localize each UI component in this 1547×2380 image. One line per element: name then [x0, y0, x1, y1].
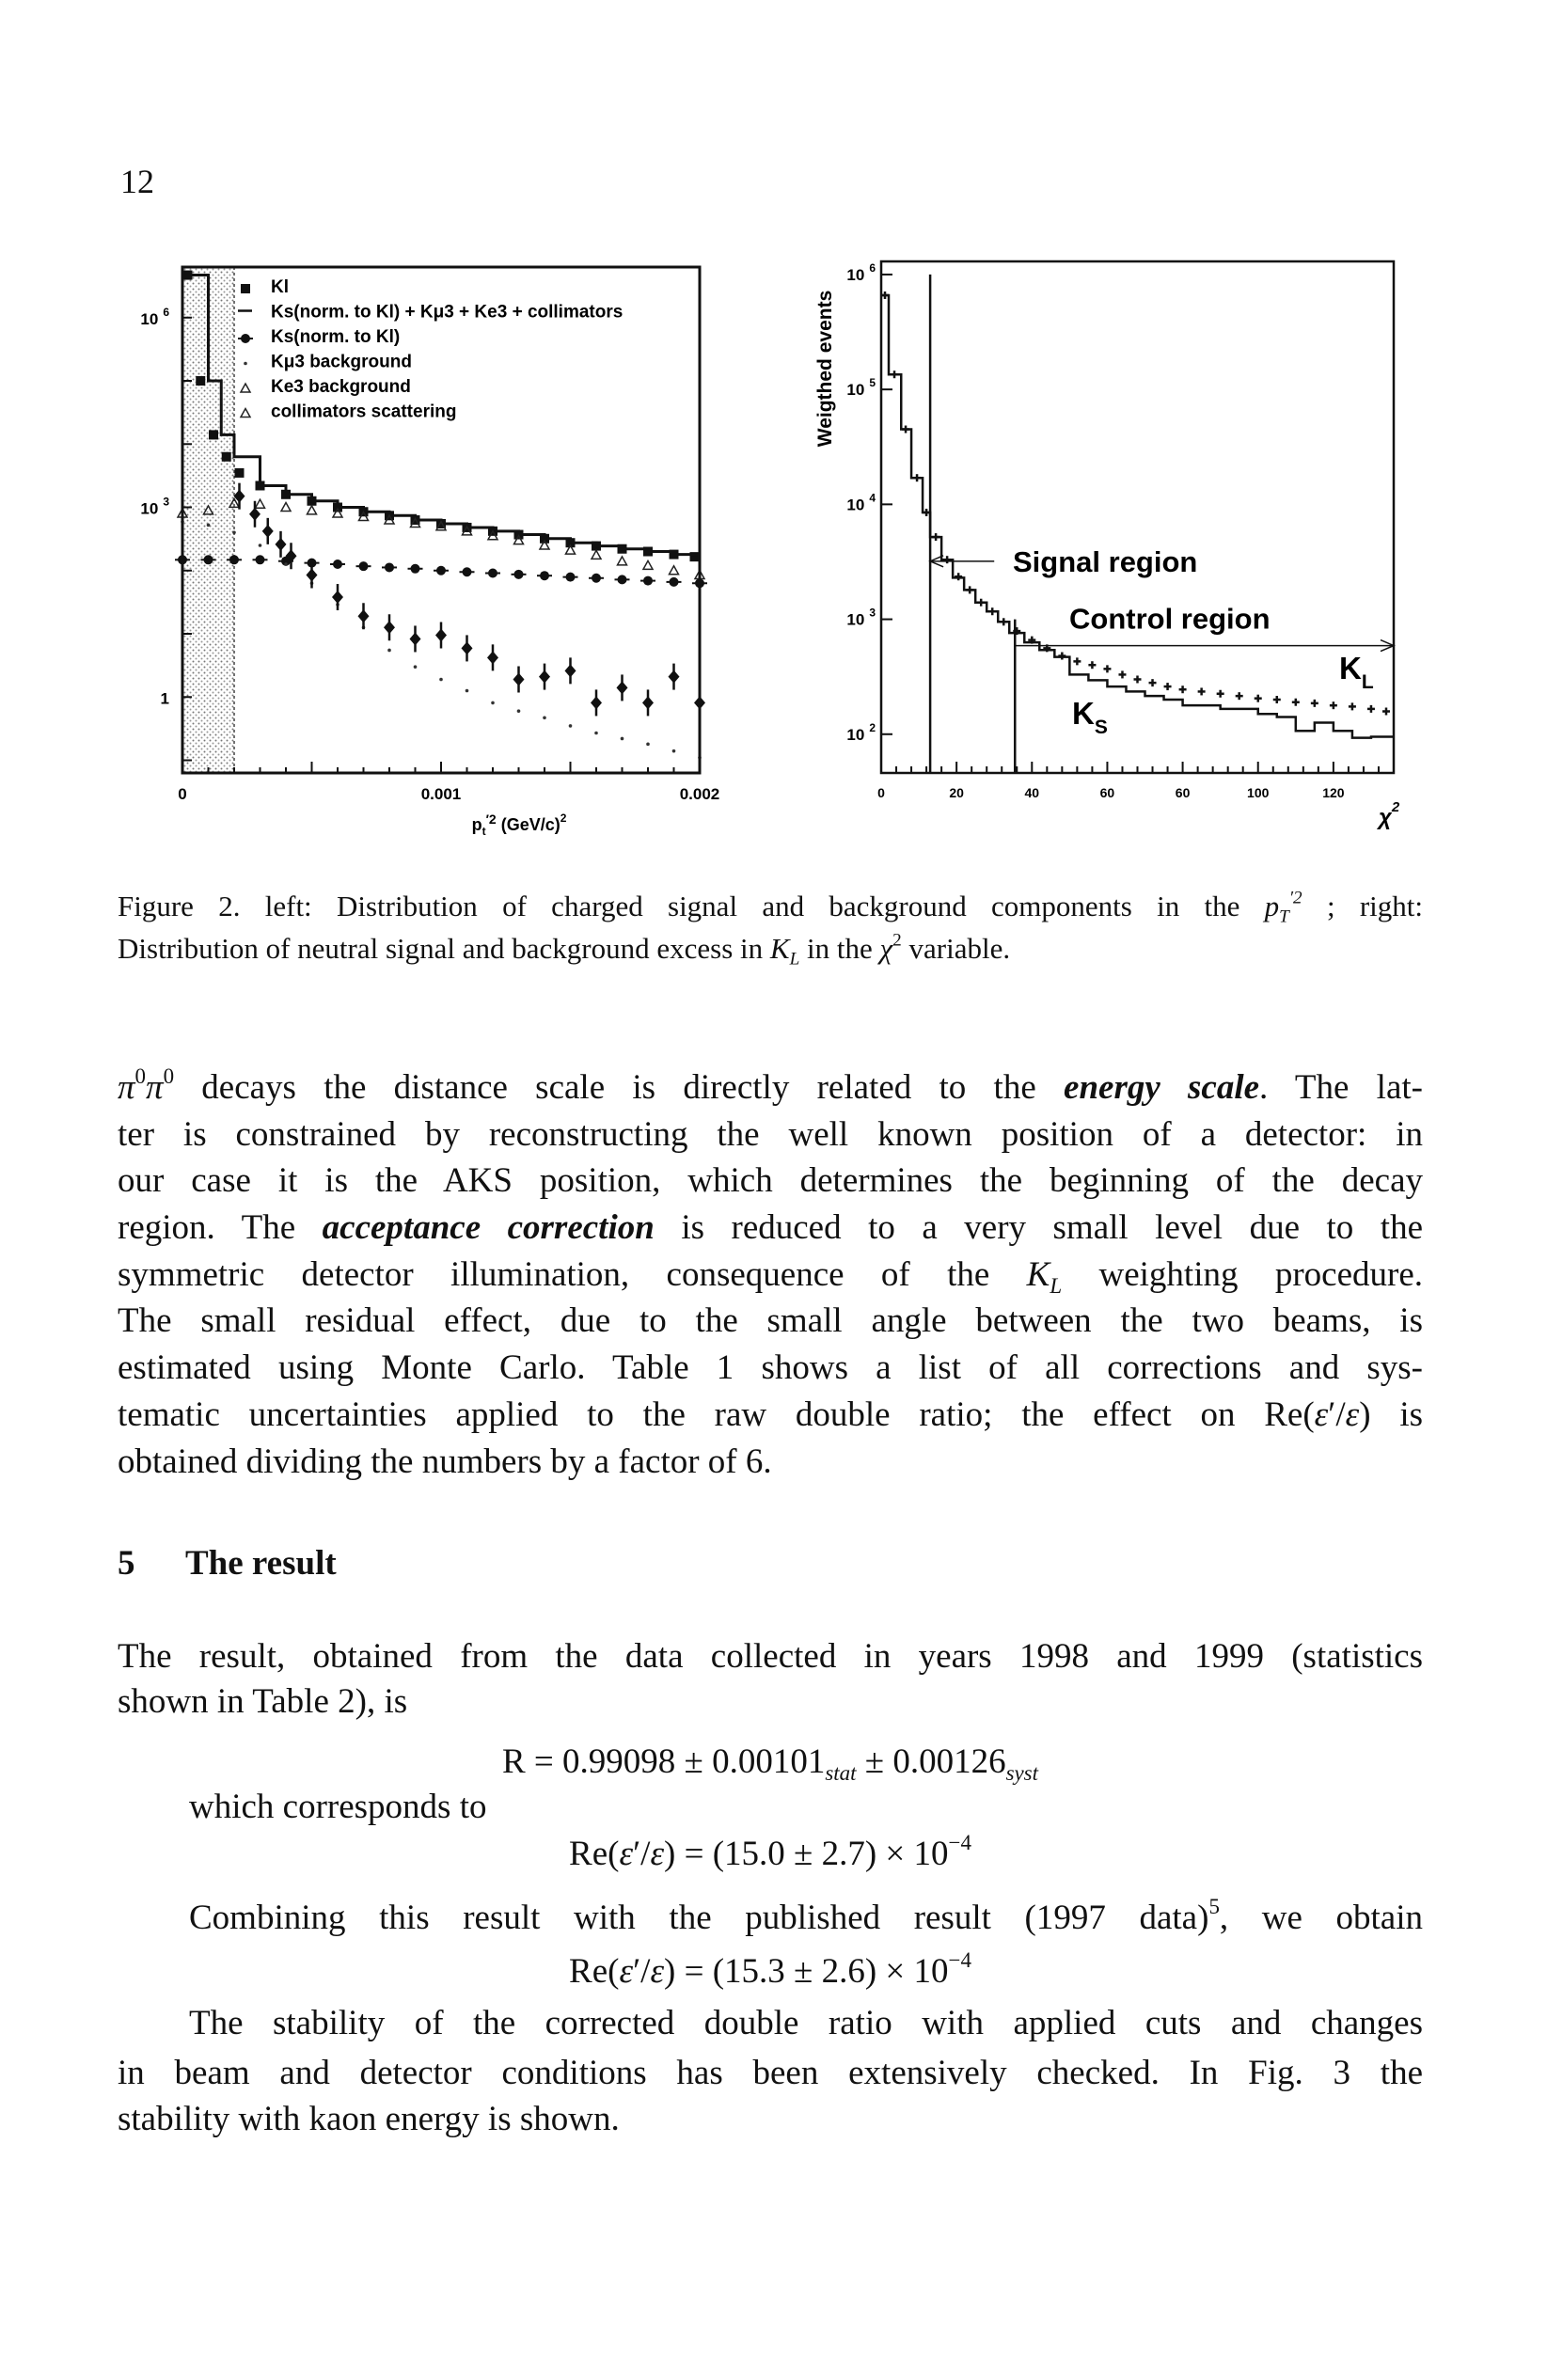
kmu3-dot-marker: [466, 689, 469, 693]
ke3-triangle-marker: [670, 566, 679, 575]
kmu3-dot-marker: [672, 749, 676, 753]
y-tick-label: [846, 376, 876, 399]
left-plot: [140, 267, 719, 838]
x-axis-title: [1376, 799, 1400, 830]
x-title-part: t: [481, 825, 486, 838]
tick-base: 10: [846, 381, 865, 400]
tick-exponent: 5: [869, 376, 876, 390]
x-tick-label: 60: [1099, 785, 1115, 800]
body-line: The result, obtained from the data collected in years 1998 and 1999 (statistics: [118, 1637, 1423, 1676]
tick-base: 10: [846, 265, 865, 284]
legend-label: Ks(norm. to Kl) + Kμ3 + Ke3 + collimators: [271, 302, 624, 323]
body-line: The stability of the corrected double ratio with applied cuts and changes: [189, 2004, 1423, 2042]
tick-exponent: 6: [869, 260, 876, 275]
kmu3-dot-marker: [517, 709, 521, 713]
emphasis: acceptance correction: [322, 1208, 655, 1247]
x-tick-label: 0: [178, 785, 187, 803]
y-tick-label: [846, 491, 876, 513]
plot-frame: [881, 261, 1394, 773]
tick-base: 10: [846, 610, 865, 629]
ke3-triangle-marker: [281, 503, 291, 512]
kmu3-dot-marker: [594, 732, 598, 735]
signal-region-label: Signal region: [1013, 544, 1198, 578]
body-line: tematic uncertainties applied to the raw double ratio; the effect on Re(ε′/ε) is: [118, 1395, 1424, 1434]
kl-square-marker: [241, 284, 250, 293]
x-title-part: (GeV/c): [496, 815, 560, 834]
x-title-part: p: [471, 815, 482, 834]
y-tick-label: [161, 689, 169, 707]
kmu3-dot-marker: [439, 678, 443, 682]
caption-pt: $p_T^{'2}$: [1264, 888, 1302, 927]
equation-re-1: $Re(\varepsilon'/\varepsilon) = (15.0 \pm 2.7) \times 10^{-4}$: [569, 1830, 971, 1873]
x-tick-label: 120: [1322, 785, 1345, 800]
body-line: stability with kaon energy is shown.: [118, 2100, 620, 2138]
figure-caption-line-2: Distribution of neutral signal and background excess in $K_L$ in the $\chi^2$ variable.: [118, 930, 1011, 969]
kmu3-dot-marker: [259, 544, 262, 547]
series-cross: [234, 483, 706, 717]
tick-exponent: 4: [869, 491, 876, 505]
kmu3-dot-marker: [621, 737, 624, 741]
x-title-part: 2: [560, 812, 567, 825]
series-circle: [175, 555, 707, 588]
ke3-triangle-marker: [592, 550, 601, 559]
body-line: region. The acceptance correction is reduced to a very small level due to the: [118, 1208, 1423, 1247]
kmu3-dot-marker: [207, 524, 211, 528]
kmu3-dot-marker: [491, 701, 495, 705]
y-tick-label: [846, 607, 876, 629]
legend-label: Kl: [271, 277, 289, 297]
legend-label: Kμ3 background: [271, 352, 412, 372]
page-number: 12: [120, 163, 154, 200]
ke3-triangle-marker: [256, 499, 265, 508]
y-tick-label: [846, 721, 876, 744]
kmu3-dot-marker: [543, 717, 546, 720]
legend-entry: [241, 377, 411, 397]
x-tick-label: 0.002: [679, 785, 720, 803]
body-line: $\pi^0\pi^0$ decays the distance scale is directly related to the energy scale. The lat-: [118, 1064, 1423, 1107]
body-line: estimated using Monte Carlo. Table 1 shows a list of all corrections and sys-: [118, 1348, 1423, 1387]
legend-label: Ks(norm. to Kl): [271, 327, 401, 347]
x-tick-label: 0: [877, 785, 885, 800]
y-tick-label: [140, 496, 169, 518]
equation-r: $R = 0.99098 \pm 0.00101_{stat} \pm 0.00126_{syst}$: [502, 1742, 1038, 1786]
legend-entry: [238, 303, 623, 323]
y-tick-label: [846, 261, 876, 284]
kmu3-dot-marker: [244, 362, 247, 366]
tick-base: 10: [140, 309, 159, 328]
body-line: ter is constrained by reconstructing the well known position of a detector: in: [118, 1115, 1423, 1154]
y-tick-label: [140, 306, 169, 328]
legend-entry: [241, 277, 289, 297]
ke3-triangle-marker: [618, 557, 627, 565]
x-tick-label: 40: [1024, 785, 1040, 800]
ke3-triangle-marker: [241, 409, 250, 418]
figure-caption-line-1: [118, 886, 1423, 927]
body-line: our case it is the AKS position, which determines the beginning of the decay: [118, 1161, 1423, 1200]
kmu3-dot-marker: [387, 649, 391, 653]
tick-base: 1: [160, 689, 169, 708]
x-tick-label: 0.001: [420, 785, 462, 803]
body-line: symmetric detector illumination, consequence of the $K_L$ weighting procedure.: [118, 1255, 1423, 1299]
body-line: Combining this result with the published result (1997 data)$^5$, we obtain: [189, 1894, 1424, 1937]
kl-square-marker: [222, 452, 231, 462]
y-axis-title: Weigthed events: [814, 290, 836, 448]
body-line: which corresponds to: [189, 1788, 487, 1826]
ke3-triangle-marker: [308, 506, 317, 514]
legend-entry: [244, 353, 412, 372]
kmu3-dot-marker: [232, 530, 236, 534]
x-tick-label: 100: [1247, 785, 1270, 800]
caption-text: ; right:: [1302, 890, 1423, 922]
figure-2: [0, 0, 1547, 865]
tick-exponent: 2: [869, 720, 876, 734]
x-title-part: χ: [1379, 805, 1392, 830]
kl-label: $K_L$: [1339, 651, 1374, 693]
body-line: The small residual effect, due to the small angle between the two beams, is: [118, 1301, 1423, 1340]
x-title-part: 2: [1391, 799, 1400, 815]
legend-label: collimators scattering: [271, 402, 457, 422]
kmu3-dot-marker: [284, 562, 288, 566]
right-plot: [814, 261, 1400, 830]
caption-text: Figure 2. left: Distribution of charged signal and background components in the: [118, 890, 1265, 922]
body-line: in beam and detector conditions has been extensively checked. In Fig. 3 the: [118, 2054, 1423, 2092]
section-heading: [118, 1540, 1423, 1587]
x-tick-label: 60: [1175, 785, 1191, 800]
x-title-part: ′2: [485, 812, 497, 827]
ke3-triangle-marker: [643, 560, 653, 569]
legend-entry: [241, 402, 456, 422]
section-title: The result: [185, 1544, 337, 1583]
kl-points: [881, 292, 1390, 716]
tick-base: 10: [846, 496, 865, 514]
body-line: shown in Table 2), is: [118, 1682, 408, 1721]
kmu3-dot-marker: [569, 724, 573, 728]
legend-label: Ke3 background: [271, 377, 411, 397]
tick-exponent: 3: [869, 606, 876, 620]
kmu3-dot-marker: [414, 665, 418, 669]
body-line: obtained dividing the numbers by a factor of 6.: [118, 1442, 772, 1481]
legend-entry: [238, 327, 400, 347]
section-number: 5: [118, 1544, 135, 1583]
kl-square-marker: [235, 468, 245, 478]
x-axis-title: [472, 812, 567, 838]
kl-square-marker: [209, 430, 218, 439]
equation-re-2: $Re(\varepsilon'/\varepsilon) = (15.3 \pm 2.6) \times 10^{-4}$: [569, 1947, 971, 1991]
emphasis: energy scale: [1064, 1068, 1260, 1107]
ks-histogram: [881, 295, 1394, 738]
x-tick-label: 20: [949, 785, 964, 800]
kmu3-dot-marker: [646, 743, 650, 747]
kl-square-marker: [196, 376, 205, 386]
tick-exponent: 6: [163, 305, 169, 319]
tick-base: 10: [140, 499, 159, 518]
ks-label: $K_S$: [1072, 696, 1108, 738]
control-region-label: Control region: [1069, 602, 1271, 636]
ke3-triangle-marker: [241, 384, 250, 392]
tick-base: 10: [846, 725, 865, 744]
tick-exponent: 3: [163, 495, 169, 509]
